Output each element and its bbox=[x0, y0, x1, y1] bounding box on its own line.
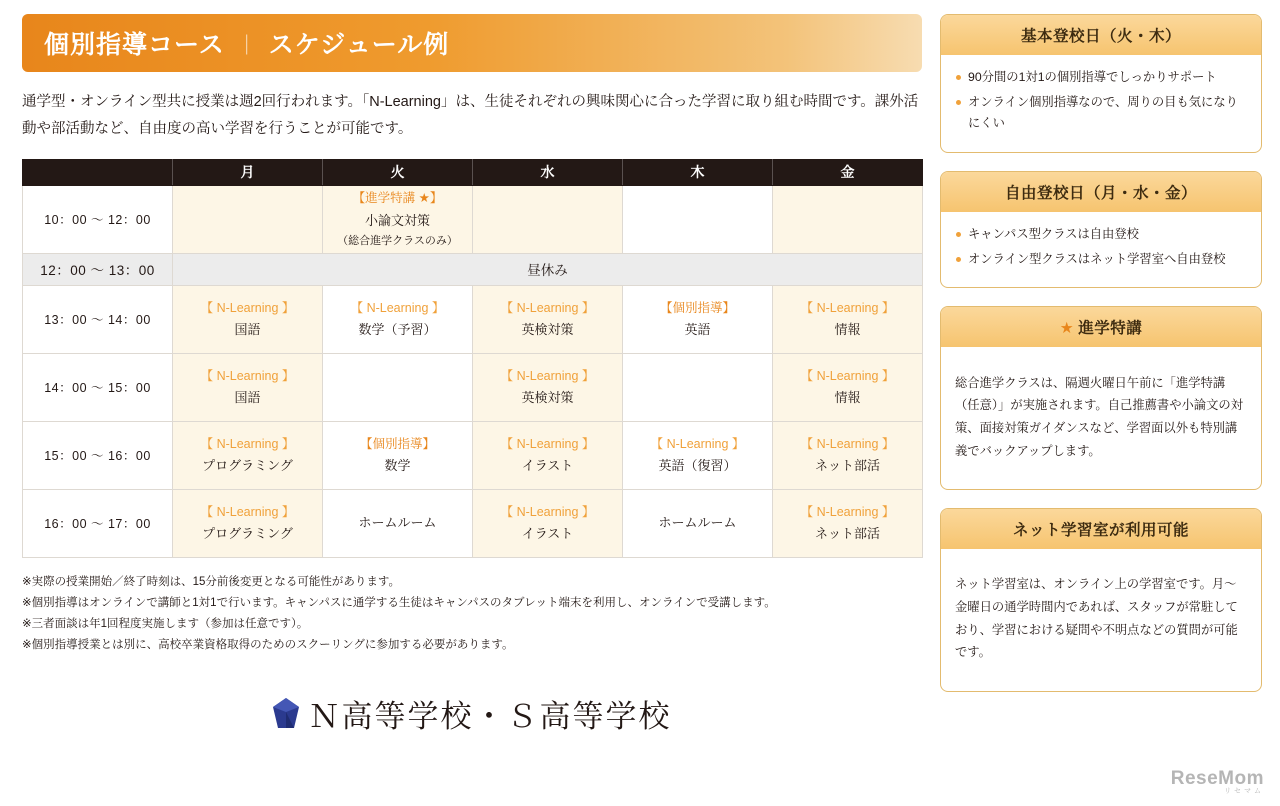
schedule-cell bbox=[473, 285, 623, 353]
schedule-cell bbox=[323, 421, 473, 489]
page-title-bar bbox=[22, 14, 922, 72]
footnote-item: ※三者面談は年1回程度実施します（参加は任意です）。 bbox=[22, 618, 309, 631]
star-icon: ★ bbox=[1059, 320, 1075, 338]
cell-tag: 【 N-Learning 】 bbox=[350, 300, 445, 315]
schedule-cell bbox=[173, 353, 323, 421]
table-header-row bbox=[23, 159, 923, 185]
schedule-cell bbox=[473, 489, 623, 557]
cell-subject: 数学（予習） bbox=[358, 322, 437, 338]
cell-tag: 【 N-Learning 】 bbox=[200, 436, 295, 451]
schedule-cell bbox=[323, 285, 473, 353]
page-title-main: 個別指導コース bbox=[44, 31, 225, 59]
cell-tag: 【 N-Learning 】 bbox=[500, 504, 595, 519]
list-item: 90分間の1対1の個別指導でしっかりサポート bbox=[955, 67, 1247, 88]
card-title: 基本登校日（火・木） bbox=[941, 15, 1261, 55]
watermark bbox=[1171, 768, 1264, 796]
info-card-basic-days bbox=[940, 14, 1262, 153]
cell-tag: 【進学特講 ★】 bbox=[352, 191, 443, 206]
schedule-cell bbox=[623, 353, 773, 421]
card-title: ネット学習室が利用可能 bbox=[941, 509, 1261, 549]
schedule-table bbox=[22, 159, 923, 558]
right-column bbox=[940, 14, 1262, 710]
cell-subject: ホームルーム bbox=[358, 515, 437, 531]
card-title: 進学特講 bbox=[1078, 320, 1143, 338]
card-body bbox=[941, 347, 1261, 489]
cell-tag: 【 N-Learning 】 bbox=[500, 300, 595, 315]
cell-subject: ホームルーム bbox=[658, 515, 737, 531]
cell-subject: 情報 bbox=[834, 390, 861, 406]
list-item: キャンパス型クラスは自由登校 bbox=[955, 224, 1247, 245]
cell-tag: 【 N-Learning 】 bbox=[800, 436, 895, 451]
cell-subject: 小論文対策 bbox=[364, 213, 430, 228]
table-row bbox=[23, 353, 923, 421]
school-logo-text: Ｎ高等学校・Ｓ高等学校 bbox=[308, 698, 672, 734]
cell-tag: 【 N-Learning 】 bbox=[200, 368, 295, 383]
cell-tag: 【 N-Learning 】 bbox=[500, 436, 595, 451]
card-body bbox=[941, 549, 1261, 691]
cell-tag: 【 N-Learning 】 bbox=[200, 504, 295, 519]
school-logo bbox=[22, 691, 922, 736]
schedule-cell bbox=[323, 353, 473, 421]
card-bullet-list bbox=[955, 224, 1247, 270]
cell-subject: ネット部活 bbox=[814, 526, 880, 542]
cell-tag: 【個別指導】 bbox=[659, 300, 735, 315]
list-item: オンライン型クラスはネット学習室へ自由登校 bbox=[955, 249, 1247, 270]
lunch-label: 昼休み bbox=[173, 253, 923, 285]
cell-tag: 【 N-Learning 】 bbox=[200, 300, 295, 315]
left-column bbox=[22, 14, 922, 736]
lead-paragraph: 通学型・オンライン型共に授業は週2回行われます。「N-Learning」は、生徒それぞれの興味関心に合った学習に取り組む時間です。課外活動や部活動など、自由度の高い学習を行うことが可能です。 bbox=[22, 94, 919, 137]
schedule-cell bbox=[623, 489, 773, 557]
cell-tag: 【 N-Learning 】 bbox=[800, 368, 895, 383]
cell-tag: 【 N-Learning 】 bbox=[800, 504, 895, 519]
cell-subject: 英検対策 bbox=[521, 322, 574, 338]
footnote-item: ※個別指導はオンラインで講師と1対1で行います。キャンパスに通学する生徒はキャンパスのタブレット端末を利用し、オンラインで受講します。 bbox=[22, 596, 776, 609]
col-header-fri: 金 bbox=[773, 159, 923, 185]
table-row bbox=[23, 185, 923, 253]
cell-subject: 英語（復習） bbox=[658, 458, 737, 474]
cell-subject: 数学 bbox=[384, 458, 411, 474]
schedule-cell bbox=[773, 353, 923, 421]
schedule-cell bbox=[773, 489, 923, 557]
cell-subject: 国語 bbox=[234, 390, 261, 406]
card-title: 自由登校日（月・水・金） bbox=[941, 172, 1261, 212]
schedule-cell bbox=[623, 285, 773, 353]
schedule-cell bbox=[623, 421, 773, 489]
schedule-table-head bbox=[23, 159, 923, 185]
schedule-cell bbox=[623, 185, 773, 253]
schedule-cell bbox=[173, 489, 323, 557]
schedule-cell bbox=[773, 421, 923, 489]
time-label: 13：00 ～ 14：00 bbox=[23, 285, 173, 353]
footnotes bbox=[22, 572, 922, 657]
schedule-cell bbox=[173, 185, 323, 253]
table-row bbox=[23, 285, 923, 353]
cell-note: （総合進学クラスのみ） bbox=[337, 234, 458, 247]
cell-tag: 【 N-Learning 】 bbox=[650, 436, 745, 451]
table-row bbox=[23, 489, 923, 557]
time-label: 14：00 ～ 15：00 bbox=[23, 353, 173, 421]
card-text: 総合進学クラスは、隔週火曜日午前に「進学特講（任意）」が実施されます。自己推薦書や小論文の対策、面接対策ガイダンスなど、学習面以外も特別講義でバックアップします。 bbox=[955, 375, 1243, 458]
cell-subject: イラスト bbox=[521, 526, 574, 542]
schedule-cell bbox=[323, 489, 473, 557]
cell-tag: 【 N-Learning 】 bbox=[500, 368, 595, 383]
schedule-cell bbox=[473, 353, 623, 421]
info-card-free-days bbox=[940, 171, 1262, 289]
col-header-mon: 月 bbox=[173, 159, 323, 185]
schedule-cell bbox=[323, 185, 473, 253]
card-body bbox=[941, 55, 1261, 152]
watermark-main: ReseMom bbox=[1170, 768, 1264, 789]
n-logo-icon bbox=[273, 698, 299, 728]
cell-subject: ネット部活 bbox=[814, 458, 880, 474]
card-title-wrap bbox=[941, 307, 1261, 347]
card-bullet-list bbox=[955, 67, 1247, 134]
watermark-sub: リセマム bbox=[1224, 788, 1264, 795]
table-row bbox=[23, 421, 923, 489]
cell-tag: 【個別指導】 bbox=[359, 436, 435, 451]
time-label: 16：00 ～ 17：00 bbox=[23, 489, 173, 557]
cell-subject: プログラミング bbox=[202, 526, 293, 542]
cell-subject: 情報 bbox=[834, 322, 861, 338]
col-header-thu: 木 bbox=[623, 159, 773, 185]
card-text: ネット学習室は、オンライン上の学習室です。月～金曜日の通学時間内であれば、スタッフが常駐しており、学習における疑問や不明点などの質問が可能です。 bbox=[955, 577, 1238, 660]
cell-subject: 英検対策 bbox=[521, 390, 574, 406]
list-item: オンライン個別指導なので、周りの目も気になりにくい bbox=[955, 92, 1247, 134]
schedule-cell bbox=[173, 285, 323, 353]
col-header-wed: 水 bbox=[473, 159, 623, 185]
schedule-cell bbox=[173, 421, 323, 489]
cell-tag: 【 N-Learning 】 bbox=[800, 300, 895, 315]
footnote-item: ※個別指導授業とは別に、高校卒業資格取得のためのスクーリングに参加する必要があります。 bbox=[22, 639, 514, 652]
footnote-item: ※実際の授業開始／終了時刻は、15分前後変更となる可能性があります。 bbox=[22, 575, 401, 588]
col-header-time bbox=[23, 159, 173, 185]
schedule-cell bbox=[773, 185, 923, 253]
schedule-cell bbox=[773, 285, 923, 353]
page-title-sub: スケジュール例 bbox=[268, 31, 450, 59]
schedule-cell bbox=[473, 185, 623, 253]
info-card-netroom bbox=[940, 508, 1262, 692]
table-row-lunch bbox=[23, 253, 923, 285]
time-label: 12：00 ～ 13：00 bbox=[23, 253, 173, 285]
cell-subject: 英語 bbox=[684, 322, 711, 338]
cell-subject: プログラミング bbox=[202, 458, 293, 474]
card-body bbox=[941, 212, 1261, 288]
cell-subject: イラスト bbox=[521, 458, 574, 474]
schedule-table-body bbox=[23, 185, 923, 557]
time-label: 10：00 ～ 12：00 bbox=[23, 185, 173, 253]
time-label: 15：00 ～ 16：00 bbox=[23, 421, 173, 489]
title-separator: ｜ bbox=[236, 34, 257, 57]
info-card-shingaku bbox=[940, 306, 1262, 490]
col-header-tue: 火 bbox=[323, 159, 473, 185]
schedule-cell bbox=[473, 421, 623, 489]
cell-subject: 国語 bbox=[234, 322, 261, 338]
